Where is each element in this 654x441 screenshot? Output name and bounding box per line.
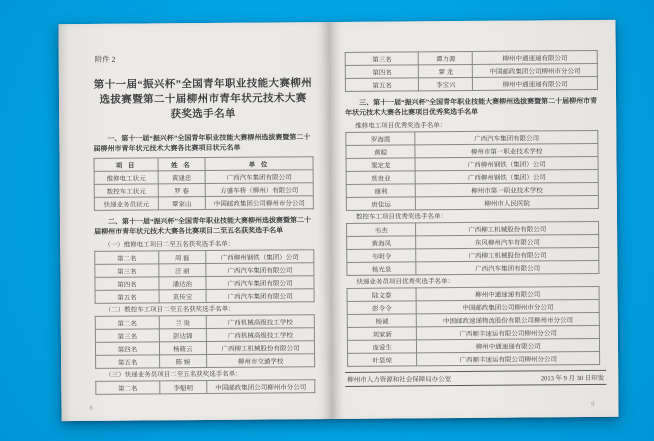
- award-sub2-label: 数控车工项目优秀奖选手名单：: [355, 213, 448, 221]
- cell-name: 覃家山: [158, 197, 205, 210]
- cell-unit: 广西顺丰速运有限公司柳州分公司: [417, 351, 600, 365]
- sub3-label: （三）快递业务员项目二至五名获奖选手名单：: [105, 370, 242, 379]
- cell-unit: 柳州中通速递有限公司: [416, 286, 599, 300]
- cell-unit: 广西柳州钢铁（集团）公司: [415, 169, 598, 183]
- cell-name: 黄海凤: [347, 236, 416, 250]
- cell-name: 罗 春: [158, 184, 205, 197]
- cell-unit: 广西汽车集团有限公司: [205, 170, 313, 184]
- title-line-2: 选拔赛暨第二十届柳州市青年状元技术大赛: [99, 93, 307, 106]
- section-1-heading: 一、第十一届“振兴杯”全国青年职业技能大赛柳州选拔赛暨第二十届柳州市青年状元技术大赛各比赛项目状元名单: [93, 133, 311, 153]
- sub2-label: （二）数控车工项目二至五名获奖选手名单：: [104, 305, 235, 314]
- cell-name: 杨筱云: [159, 342, 206, 355]
- cell-name: 叶显琼: [348, 353, 417, 367]
- cell-name: 罗海霞: [346, 132, 415, 146]
- cell-rank: 第三名: [95, 329, 159, 343]
- cell-unit: 柳州市人民医院: [416, 195, 599, 209]
- cell-rank: 第五名: [96, 355, 160, 369]
- cell-unit: 柳州市第一职业技术学校: [416, 182, 599, 196]
- cell-unit: 柳州市第一职业技术学校: [415, 143, 598, 157]
- cell-unit: 广西柳州钢铁（集团）公司: [206, 250, 314, 264]
- cell-name: 黄聪: [346, 145, 415, 159]
- cell-name: 杨光泉: [347, 262, 416, 276]
- footer-issuer: 柳州市人力资源和社会保障局办公室: [347, 376, 452, 384]
- table-row: [345, 76, 597, 91]
- cell-name: 李魁明: [160, 381, 207, 394]
- cell-unit: 柳州中通速递有限公司: [473, 76, 598, 90]
- cell-name: 周 磊: [159, 251, 206, 264]
- cell-unit: 广西汽车集团有限公司: [416, 260, 599, 274]
- courier-runnerup-table-continued: [345, 50, 598, 92]
- cell-unit: 广西汽车集团有限公司: [206, 263, 314, 277]
- cell-unit: 中国邮政速递物流股份有限公司柳州市分公司: [417, 312, 600, 326]
- cell-name: 汪 丽: [159, 264, 206, 277]
- header-unit: 单 位: [205, 157, 313, 171]
- cell-unit: 广西柳工机械股份有限公司: [416, 221, 599, 235]
- cell-name: 刘家新: [347, 327, 416, 341]
- table-row: [348, 351, 600, 366]
- cell-unit: 柳州中通速递有限公司: [473, 50, 598, 64]
- sub1-label: （一）维修电工项目二至五名获奖选手名单：: [104, 240, 235, 249]
- table-row: [346, 195, 598, 210]
- cell-rank: 第二名: [96, 381, 160, 395]
- cell-unit: 广西柳工机械股份有限公司: [416, 247, 599, 261]
- cell-unit: 广西柳工机械股份有限公司: [206, 341, 314, 355]
- courier-merit-table: [347, 286, 601, 367]
- cell-name: 韦杰: [347, 223, 416, 237]
- cell-name: 李宝兴: [419, 77, 473, 90]
- cell-unit: 中国邮政集团公司柳州市分公司: [207, 380, 315, 394]
- cell-unit: 东风柳州汽车有限公司: [416, 234, 599, 248]
- cell-rank: 第五名: [95, 290, 159, 304]
- cell-name: 谢利: [346, 184, 415, 198]
- cell-rank: 第四名: [345, 65, 419, 79]
- left-page: [58, 22, 331, 421]
- cell-name: 唐佳运: [346, 197, 415, 211]
- cell-rank: 第二名: [95, 316, 159, 330]
- cell-unit: 广西机械高级技工学校: [206, 315, 314, 329]
- cell-name: 庞爱生: [347, 340, 416, 354]
- cell-rank: 第四名: [95, 277, 159, 291]
- page-number-right: 9: [591, 400, 595, 409]
- award-sub1-label: 维修电工项目优秀奖选手名单：: [355, 122, 447, 130]
- cell-name: 兰 贵: [159, 316, 206, 329]
- title-line-3: 获奖选手名单: [170, 108, 236, 121]
- cell-name: 彭令令: [347, 301, 416, 315]
- cell-unit: 广西汽车集团有限公司: [206, 289, 314, 303]
- cell-unit: 柳州市交通学校: [206, 354, 314, 368]
- cell-rank: 第三名: [345, 52, 419, 66]
- cell-name: 覃 龙: [419, 64, 473, 77]
- header-project: 项 目: [94, 158, 158, 172]
- attachment-label: 附件 2: [94, 54, 116, 64]
- cell-unit: 广西柳州钢铁（集团）公司: [415, 156, 598, 170]
- page-number-left: 8: [89, 404, 93, 412]
- footer-print-date: 2013 年 9 月 30 日印发: [540, 374, 605, 383]
- cell-unit: 广西机械高级技工学校: [206, 328, 314, 342]
- section-3-heading: 三、第十一届“振兴杯”全国青年职业技能大赛柳州选拔赛暨第二十届柳州市青年状元技术大赛各比赛项目优秀奖选手名单: [345, 96, 598, 117]
- cell-rank: 第三名: [95, 264, 159, 278]
- cell-unit: 中国邮政集团公司柳州市分公司: [417, 299, 600, 313]
- title-line-1: 第十一届“振兴杯”全国青年职业技能大赛柳州: [93, 78, 313, 91]
- award-sub3-label: 快递业务员项目优秀奖选手名单：: [356, 278, 455, 286]
- cell-name: 彭达锦: [159, 329, 206, 342]
- cell-name: 谭力源: [419, 51, 473, 64]
- electrician-merit-table: [345, 130, 599, 211]
- table-row: [96, 380, 315, 395]
- table-row: [96, 354, 315, 369]
- cell-name: 潘达治: [159, 277, 206, 290]
- cell-unit: 中国邮政集团公司柳州市分公司: [473, 63, 598, 77]
- cell-project: 数控车工状元: [94, 184, 158, 198]
- lathe-merit-table: [346, 221, 599, 276]
- cell-rank: 第二名: [95, 251, 159, 265]
- table-row: [95, 289, 314, 304]
- cell-project: 维修电工状元: [94, 171, 158, 185]
- cell-unit: 广西顺丰速运有限公司柳州分公司: [417, 325, 600, 339]
- cell-name: 粟定龙: [346, 158, 415, 172]
- section-2-heading: 二、第十一届“振兴杯”全国青年职业技能大赛柳州选拔赛暨第二十届柳州市青年状元技术大赛各比赛项目二至五名获奖选手名单: [94, 216, 312, 236]
- document-footer: [345, 370, 606, 387]
- lathe-runnerup-table: [95, 314, 315, 369]
- cell-name: 陈 婉: [159, 355, 206, 368]
- cell-name: 韦明令: [347, 249, 416, 263]
- cell-unit: 柳州中通速递有限公司: [417, 338, 600, 352]
- electrician-runnerup-table: [94, 249, 314, 304]
- right-page: [328, 20, 618, 419]
- table-row: [94, 196, 313, 211]
- cell-name: 黄建忠: [158, 171, 205, 184]
- header-name: 姓 名: [158, 158, 205, 171]
- cell-unit: 广西汽车集团有限公司: [415, 130, 598, 144]
- courier-runnerup-table: [95, 379, 315, 395]
- cell-unit: 广西汽车集团有限公司: [206, 276, 314, 290]
- cell-name: 莫传宝: [159, 290, 206, 303]
- cell-unit: 中国邮政集团公司柳州市分公司: [205, 196, 313, 210]
- champion-table: [94, 156, 314, 211]
- cell-name: 陆文泰: [347, 288, 416, 302]
- table-row: [347, 260, 599, 275]
- cell-name: 莫贵业: [346, 171, 415, 185]
- cell-rank: 第五名: [345, 78, 419, 92]
- cell-unit: 方盛车桥（柳州）有限公司: [205, 183, 313, 197]
- cell-name: 杨诚: [347, 314, 416, 328]
- document-spread: [58, 20, 618, 421]
- document-title: [93, 76, 313, 123]
- cell-rank: 第四名: [95, 342, 159, 356]
- cell-project: 快递业务员状元: [94, 197, 158, 211]
